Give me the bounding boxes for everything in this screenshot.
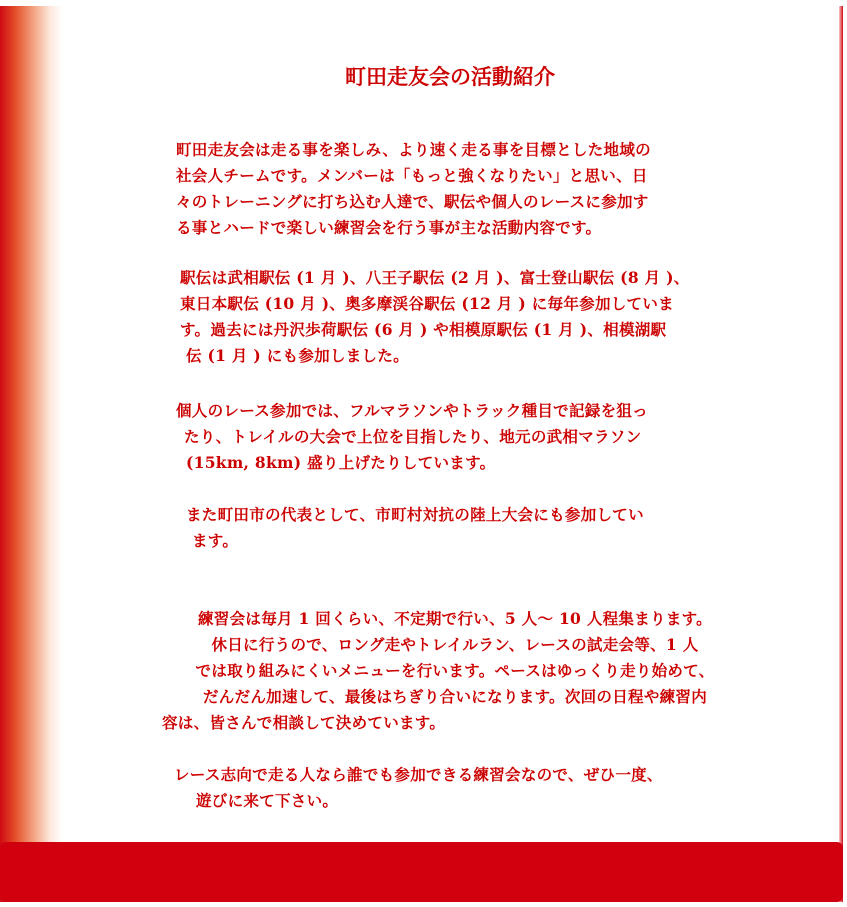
ekiden-line-2: 東日本駅伝 (10 月 )、奥多摩渓谷駅伝 (12 月 ) に毎年参加していま [180,294,674,313]
representative-line-2: ます。 [192,531,239,550]
individual-race-paragraph [176,398,648,476]
page-title: 町田走友会の活動紹介 [345,64,555,89]
practice-line-4: だんだん加速して、最後はちぎり合いになります。次回の日程や練習内 [202,687,708,706]
right-border [839,6,843,902]
representative-paragraph [186,502,644,554]
intro-paragraph [176,137,651,241]
intro-line-1: 町田走友会は走る事を楽しみ、より速く走る事を目標とした地域の [176,140,651,159]
individual-line-3: (15km, 8km) 盛り上げたりしています。 [186,453,496,472]
ekiden-line-1: 駅伝は武相駅伝 (1 月 )、八王子駅伝 (2 月 )、富士登山駅伝 (8 月 )、 [180,268,690,287]
practice-line-2: 休日に行うので、ロング走やトレイルラン、レースの試走会等、1 人 [211,635,699,654]
intro-line-2: 社会人チームです。メンバーは「もっと強くなりたい」と思い、日 [176,166,648,185]
invitation-line-1: レース志向で走る人なら誰でも参加できる練習会なので、ぜひ一度、 [174,765,663,784]
representative-line-1: また町田市の代表として、市町村対抗の陸上大会にも参加してい [186,505,644,524]
practice-line-5: 容は、皆さんで相談して決めています。 [162,713,446,732]
ekiden-line-4: 伝 (1 月 ) にも参加しました。 [186,346,409,365]
intro-line-4: る事とハードで楽しい練習会を行う事が主な活動内容です。 [176,218,602,237]
bottom-red-bar [0,842,843,902]
invitation-paragraph [174,762,663,814]
ekiden-line-3: す。過去には丹沢歩荷駅伝 (6 月 ) や相模原駅伝 (1 月 )、相模湖駅 [180,320,667,339]
left-gradient-bar [0,6,62,902]
practice-paragraph [152,606,758,736]
individual-line-2: たり、トレイルの大会で上位を目指したり、地元の武相マラソン [184,427,642,446]
invitation-line-2: 遊びに来て下さい。 [196,791,339,810]
practice-line-3: では取り組みにくいメニューを行います。ペースはゆっくり走り始めて、 [195,661,715,680]
individual-line-1: 個人のレース参加では、フルマラソンやトラック種目で記録を狙っ [176,401,648,420]
intro-line-3: 々のトレーニングに打ち込む人達で、駅伝や個人のレースに参加す [176,192,649,211]
practice-line-1: 練習会は毎月 1 回くらい、不定期で行い、5 人～ 10 人程集まります。 [198,609,712,628]
ekiden-paragraph [180,265,690,369]
